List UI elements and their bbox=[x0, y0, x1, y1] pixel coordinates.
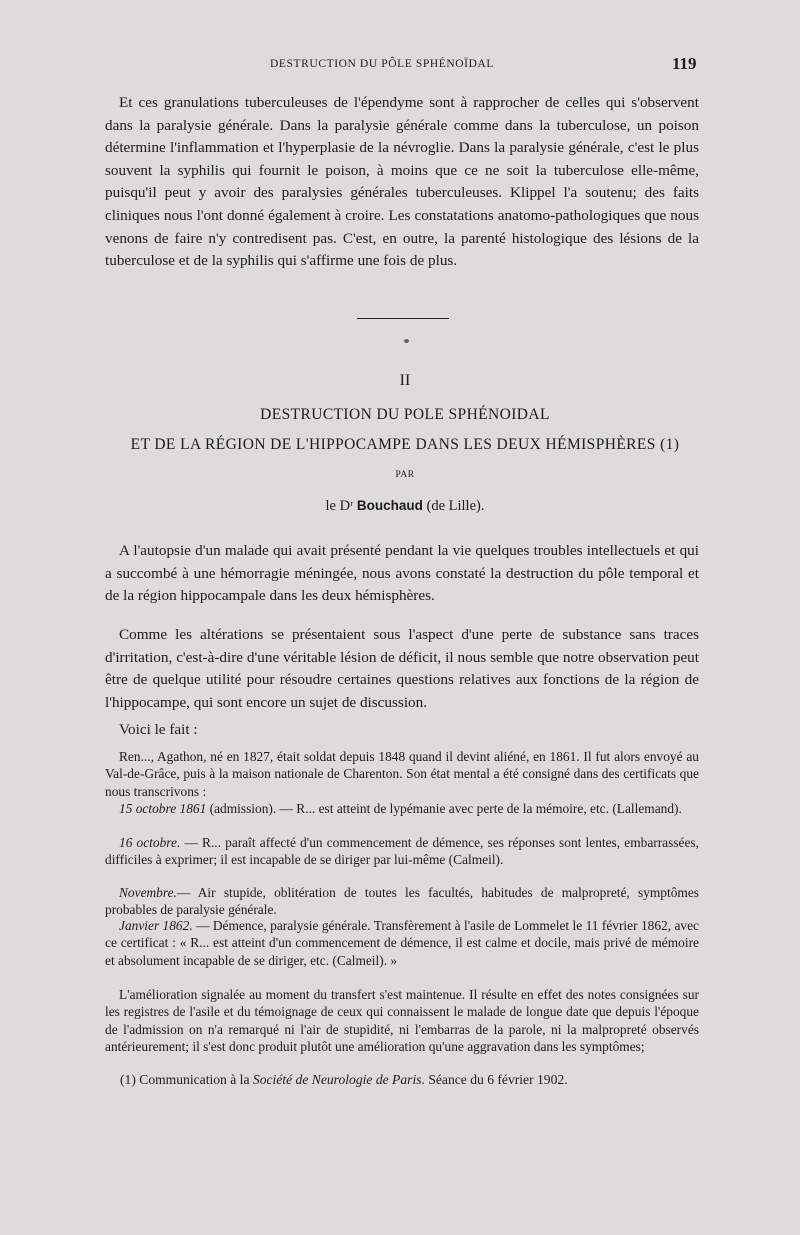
case-entry-4-date: Janvier 1862. bbox=[119, 918, 193, 933]
case-entry-4-text: — Démence, paralysie générale. Transfèrement à l'asile de Lommelet le 11 février 1862, avec ce certificat : « R... est atteint d'un commencement de démence, il est calme et docile, mais privé de mémoire et absolument incapable de se diriger, etc. (Calmeil). » bbox=[105, 918, 699, 968]
running-title: DESTRUCTION DU PÔLE SPHÉNOÏDAL bbox=[270, 58, 495, 70]
case-entry-2 bbox=[105, 834, 699, 869]
case-entry-1-text: (admission). — R... est atteint de lypémanie avec perte de la mémoire, etc. (Lallemand). bbox=[206, 801, 682, 816]
author-prefix: le Dʳ bbox=[325, 498, 357, 514]
page-number: 119 bbox=[672, 54, 697, 73]
intro-paragraph: Et ces granulations tuberculeuses de l'épendyme sont à rapprocher de celles qui s'observent dans la paralysie générale. Dans la paralysie générale comme dans la tuberculose, un poison détermine l'inflammation et l'hyperplasie de la névroglie. Dans la paralysie générale, c'est le plus souvent la syphilis qui fournit le poison, à moins que ce ne soit la tuberculose elle-même, puisqu'il peut y avoir des paralysies générales tuberculeuses. Klippel l'a soutenu; des faits cliniques nous l'ont donné également à croire. Les constatations anatomo-pathologiques que nous venons de faire n'y contredisent pas. C'est, en outre, la parenté histologique des lésions de la tuberculose et de la syphilis qui s'affirme une fois de plus. bbox=[105, 94, 699, 270]
author-suffix: (de Lille). bbox=[422, 498, 485, 514]
footnote-journal: Société de Neurologie de Paris bbox=[252, 1072, 422, 1087]
case-entry-3-date: Novembre. bbox=[119, 885, 177, 900]
footnote bbox=[120, 1072, 700, 1088]
case-entry-2-text: — R... paraît affecté d'un commencement de démence, ses réponses sont lentes, embarrassées, difficiles à exprimer; il est incapable de se diriger par lui-même (Calmeil). bbox=[105, 835, 699, 868]
case-intro: Ren..., Agathon, né en 1827, était soldat depuis 1848 quand il devint aliéné, en 1861. Il fut alors envoyé au Val-de-Grâce, puis à la maison nationale de Charenton. Son état mental a été consigné dans des certificats que nous transcrivons : bbox=[105, 749, 699, 799]
footnote-suffix: . Séance du 6 février 1902. bbox=[421, 1072, 568, 1087]
section-title-line-2: ET DE LA RÉGION DE L'HIPPOCAMPE DANS LES DEUX HÉMISPHÈRES (1) bbox=[130, 436, 680, 453]
printing-speck bbox=[404, 339, 409, 343]
section-title-line-1: DESTRUCTION DU POLE SPHÉNOIDAL bbox=[260, 406, 550, 423]
byline-par: PAR bbox=[395, 470, 415, 480]
body-paragraph-2: Comme les altérations se présentaient sous l'aspect d'une perte de substance sans traces d'irritation, c'est-à-dire d'une véritable lésion de déficit, il nous semble que notre observation peut être de quelque utilité pour résoudre certaines questions relatives aux fonctions de la région de l'hippocampe, qui sont encore un sujet de discussion. bbox=[105, 626, 699, 711]
case-entry-3-text: — Air stupide, oblitération de toutes les facultés, habitudes de malpropreté, symptômes probables de paralysie générale. bbox=[105, 885, 699, 918]
footnote-prefix: (1) Communication à la bbox=[120, 1072, 253, 1087]
body-paragraph-1: A l'autopsie d'un malade qui avait présenté pendant la vie quelques troubles intellectuels et qui a succombé à une hémorragie méningée, nous avons constaté la destruction du pôle temporal et de la région hippocampale dans les deux hémisphères. bbox=[105, 542, 699, 605]
author-line bbox=[80, 498, 730, 515]
case-followup: L'amélioration signalée au moment du transfert s'est maintenue. Il résulte en effet des notes consignées sur les registres de l'asile et du témoignage de ceux qui connaissent le malade de longue date que depuis l'époque de l'admission on n'a remarqué ni l'air de stupidité, ni l'embarras de la parole, ni la malpropreté observés antérieurement; il s'est donc produit plutôt une amélioration qu'une aggravation dans les symptômes; bbox=[105, 987, 699, 1055]
running-head bbox=[0, 54, 800, 76]
case-entry-3 bbox=[105, 884, 699, 919]
body-paragraph-3: Voici le fait : bbox=[119, 721, 198, 738]
case-entry-1 bbox=[105, 800, 699, 817]
case-entry-2-date: 16 octobre. bbox=[119, 835, 181, 850]
author-name: Bouchaud bbox=[356, 498, 423, 513]
case-entry-4 bbox=[105, 917, 699, 969]
section-number: II bbox=[399, 372, 411, 389]
case-entry-1-date: 15 octobre 1861 bbox=[119, 801, 207, 816]
section-divider bbox=[357, 318, 449, 319]
